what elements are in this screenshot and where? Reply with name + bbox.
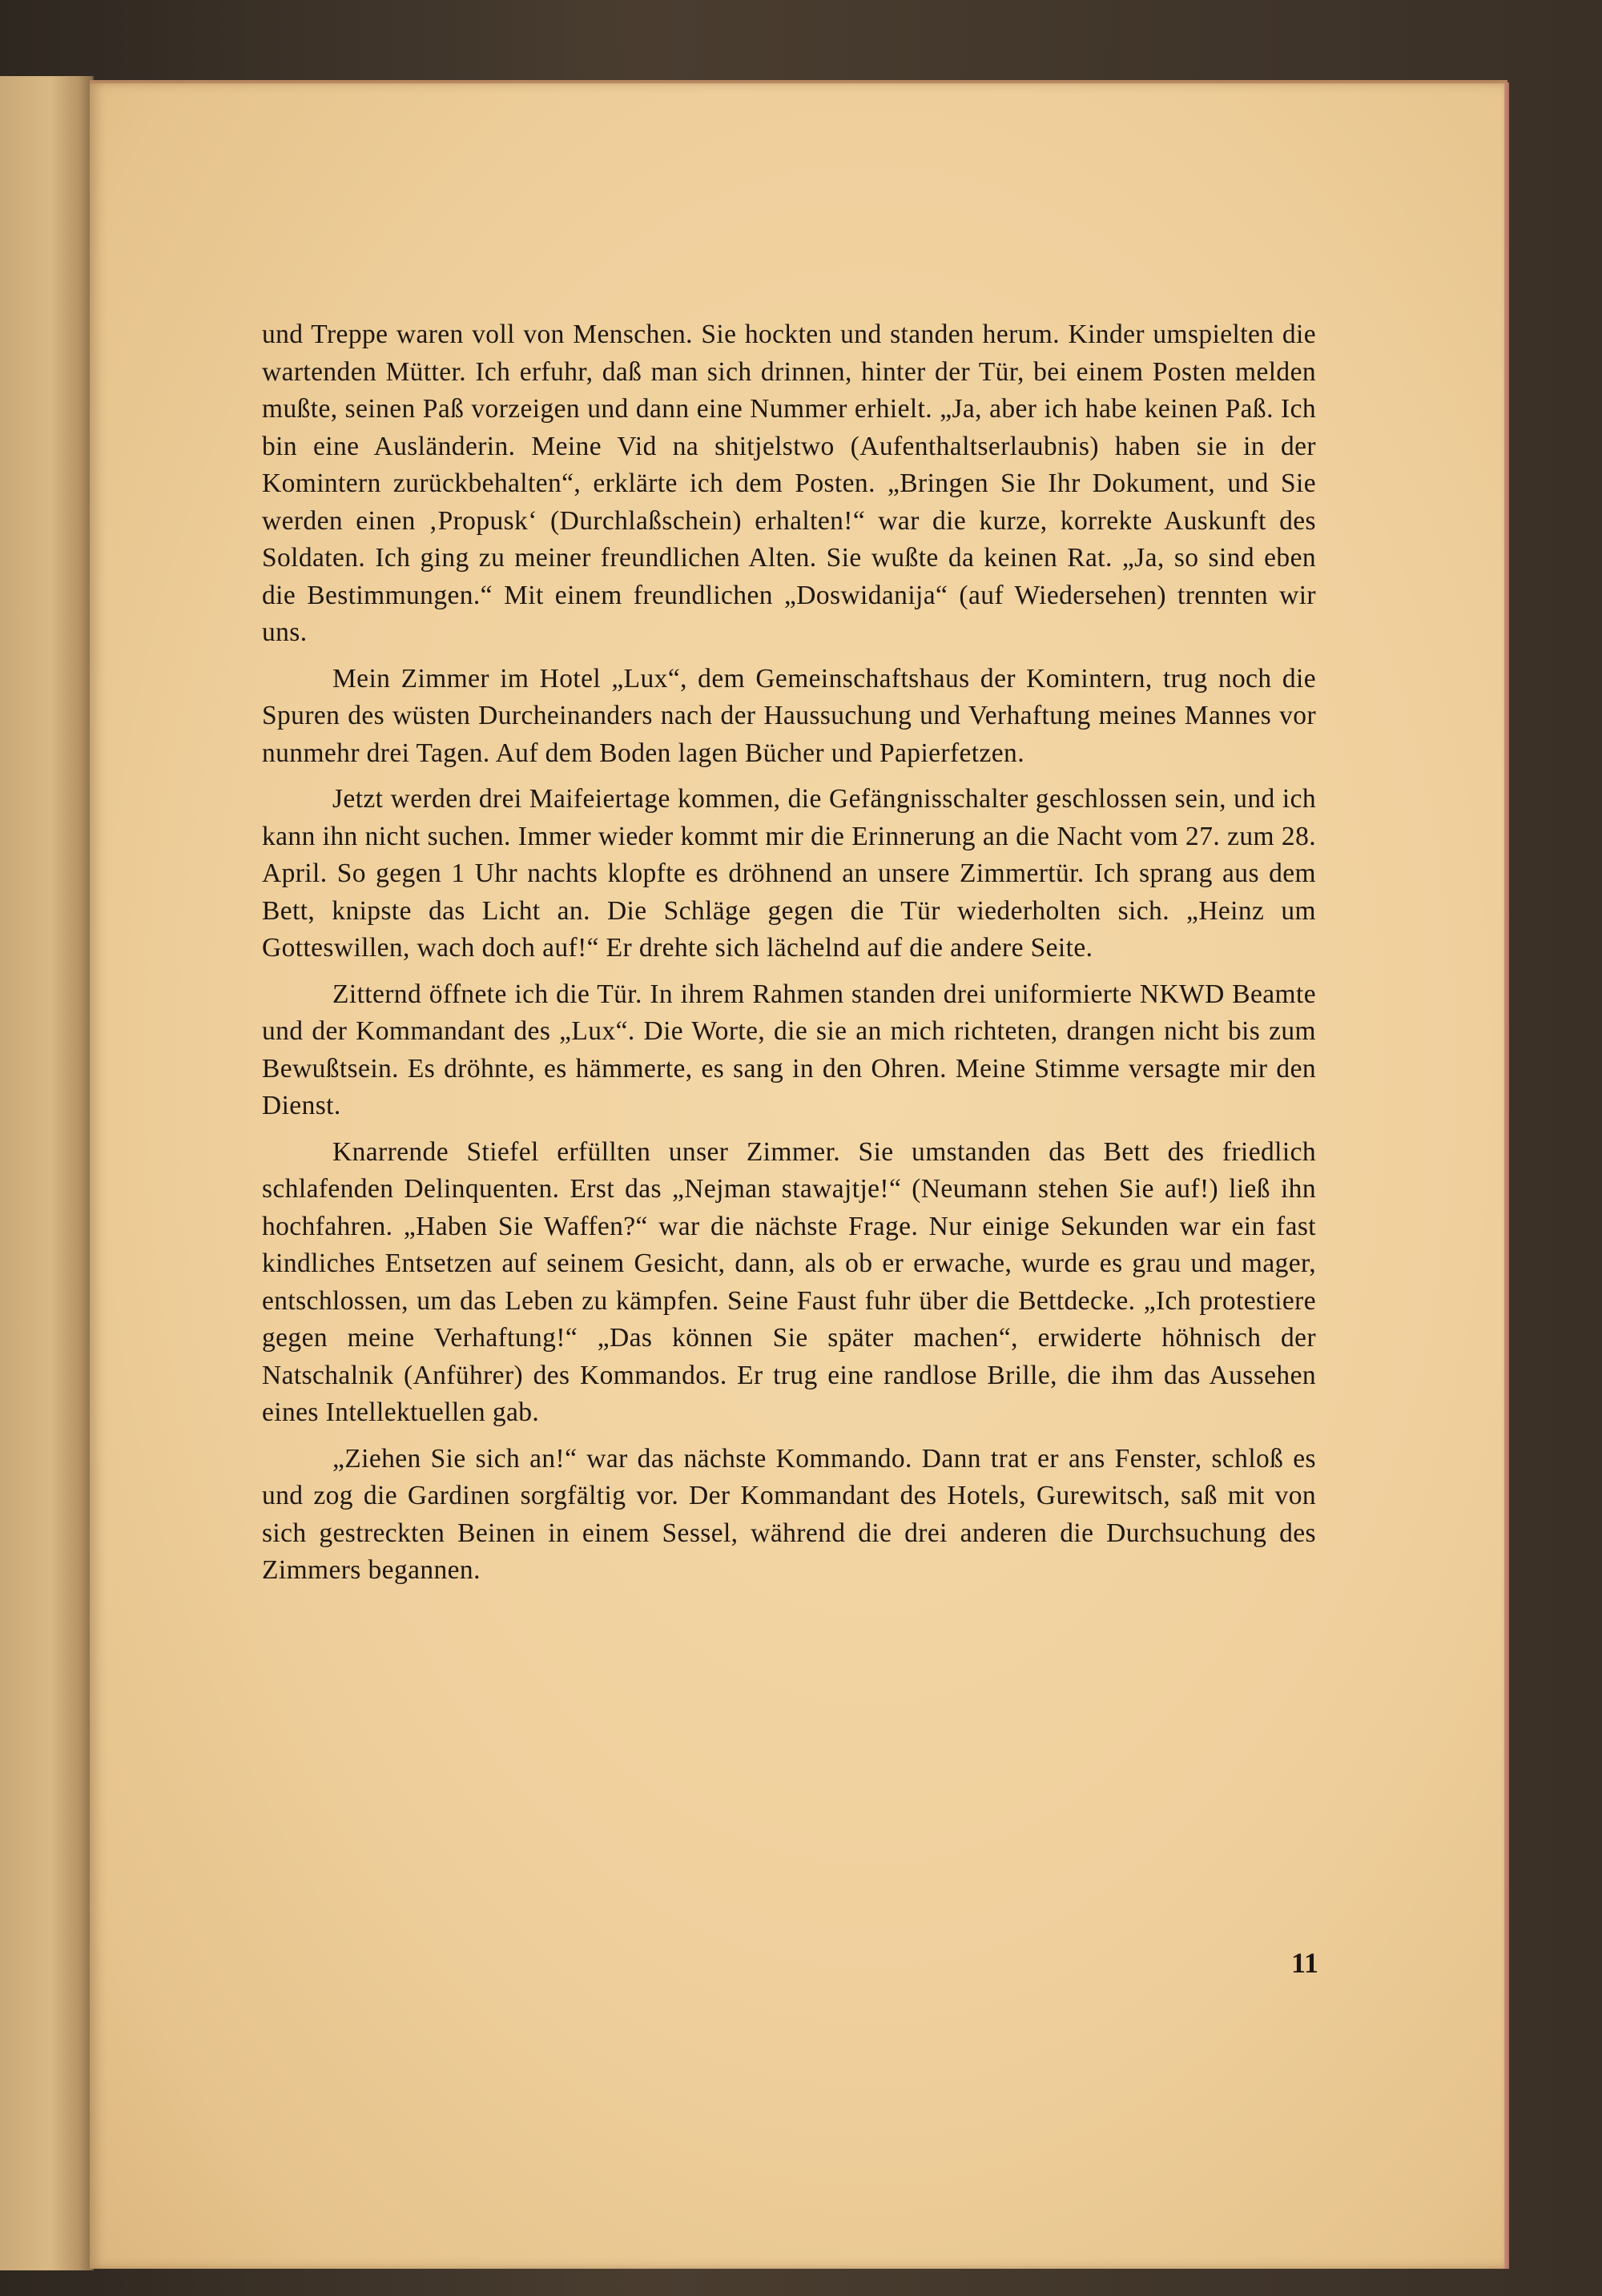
page-right-edge: [1504, 82, 1509, 2269]
page-top-edge: [90, 80, 1507, 83]
paragraph-4: Zitternd öffnete ich die Tür. In ihrem Rahmen standen drei uniformierte NKWD Beamte und der Kommandant des „Lux“. Die Worte, die sie an mich richteten, drangen nicht bis zum Bewußtsein. Es dröhnte, es hämmerte, es sang in den Ohren. Meine Stimme versagte mir den Dienst.: [262, 979, 1316, 1120]
paragraph-3: Jetzt werden drei Maifeiertage kommen, die Gefängnisschalter geschlossen sein, und ich kann ihn nicht suchen. Immer wieder kommt mir die Erinnerung an die Nacht vom 27. zum 28. April. So gegen 1 Uhr nachts klopfte es dröhnend an unsere Zimmertür. Ich sprang aus dem Bett, knipste das Licht an. Die Schläge gegen die Tür wiederholten sich. „Heinz um Gotteswillen, wach doch auf!“ Er drehte sich lächelnd auf die andere Seite.: [262, 784, 1316, 963]
paragraph-6: „Ziehen Sie sich an!“ war das nächste Kommando. Dann trat er ans Fenster, schloß es und zog die Gardinen sorgfältig vor. Der Kommandant des Hotels, Gurewitsch, saß mit von sich gestreckten Beinen in einem Sessel, während die drei anderen die Durchsuchung des Zimmers begannen.: [262, 1443, 1316, 1585]
previous-page-edge: [0, 76, 94, 2270]
paragraph-2: Mein Zimmer im Hotel „Lux“, dem Gemeinschaftshaus der Komintern, trug noch die Spuren des wüsten Durcheinanders nach der Haussuchung und Verhaftung meines Mannes vor nunmehr drei Tagen. Auf dem Boden lagen Bücher und Papierfetzen.: [262, 663, 1316, 768]
paragraph-5: Knarrende Stiefel erfüllten unser Zimmer. Sie umstanden das Bett des friedlich schlafenden Delinquenten. Erst das „Nejman stawajtje!“ (Neumann stehen Sie auf!) ließ ihn hochfahren. „Haben Sie Waffen?“ war die nächste Frage. Nur einige Sekunden war ein fast kindliches Entsetzen auf seinem Gesicht, dann, als ob er erwache, wurde es grau und mager, entschlossen, um das Leben zu kämpfen. Seine Faust fuhr über die Bettdecke. „Ich protestiere gegen meine Verhaftung!“ „Das können Sie später machen“, erwiderte höhnisch der Natschalnik (Anführer) des Kommandos. Er trug eine randlose Brille, die ihm das Aussehen eines Intellektuellen gab.: [262, 1136, 1316, 1427]
paragraph-1: und Treppe waren voll von Menschen. Sie hockten und standen herum. Kinder umspielten die wartenden Mütter. Ich erfuhr, daß man sich drinnen, hinter der Tür, bei einem Posten melden mußte, seinen Paß vorzeigen und dann eine Nummer erhielt. „Ja, aber ich habe keinen Paß. Ich bin eine Ausländerin. Meine Vid na shitjelstwo (Aufenthaltserlaubnis) haben sie in der Komintern zurückbehalten“, erklärte ich dem Posten. „Bringen Sie Ihr Dokument, und Sie werden einen ‚Propusk‘ (Durchlaßschein) erhalten!“ war die kurze, korrekte Auskunft des Soldaten. Ich ging zu meiner freundlichen Alten. Sie wußte da keinen Rat. „Ja, so sind eben die Bestimmungen.“ Mit einem freundlichen „Doswidanija“ (auf Wiedersehen) trennten wir uns.: [262, 320, 1316, 647]
body-text: [262, 316, 1316, 1590]
page-number: 11: [1290, 1947, 1318, 1979]
